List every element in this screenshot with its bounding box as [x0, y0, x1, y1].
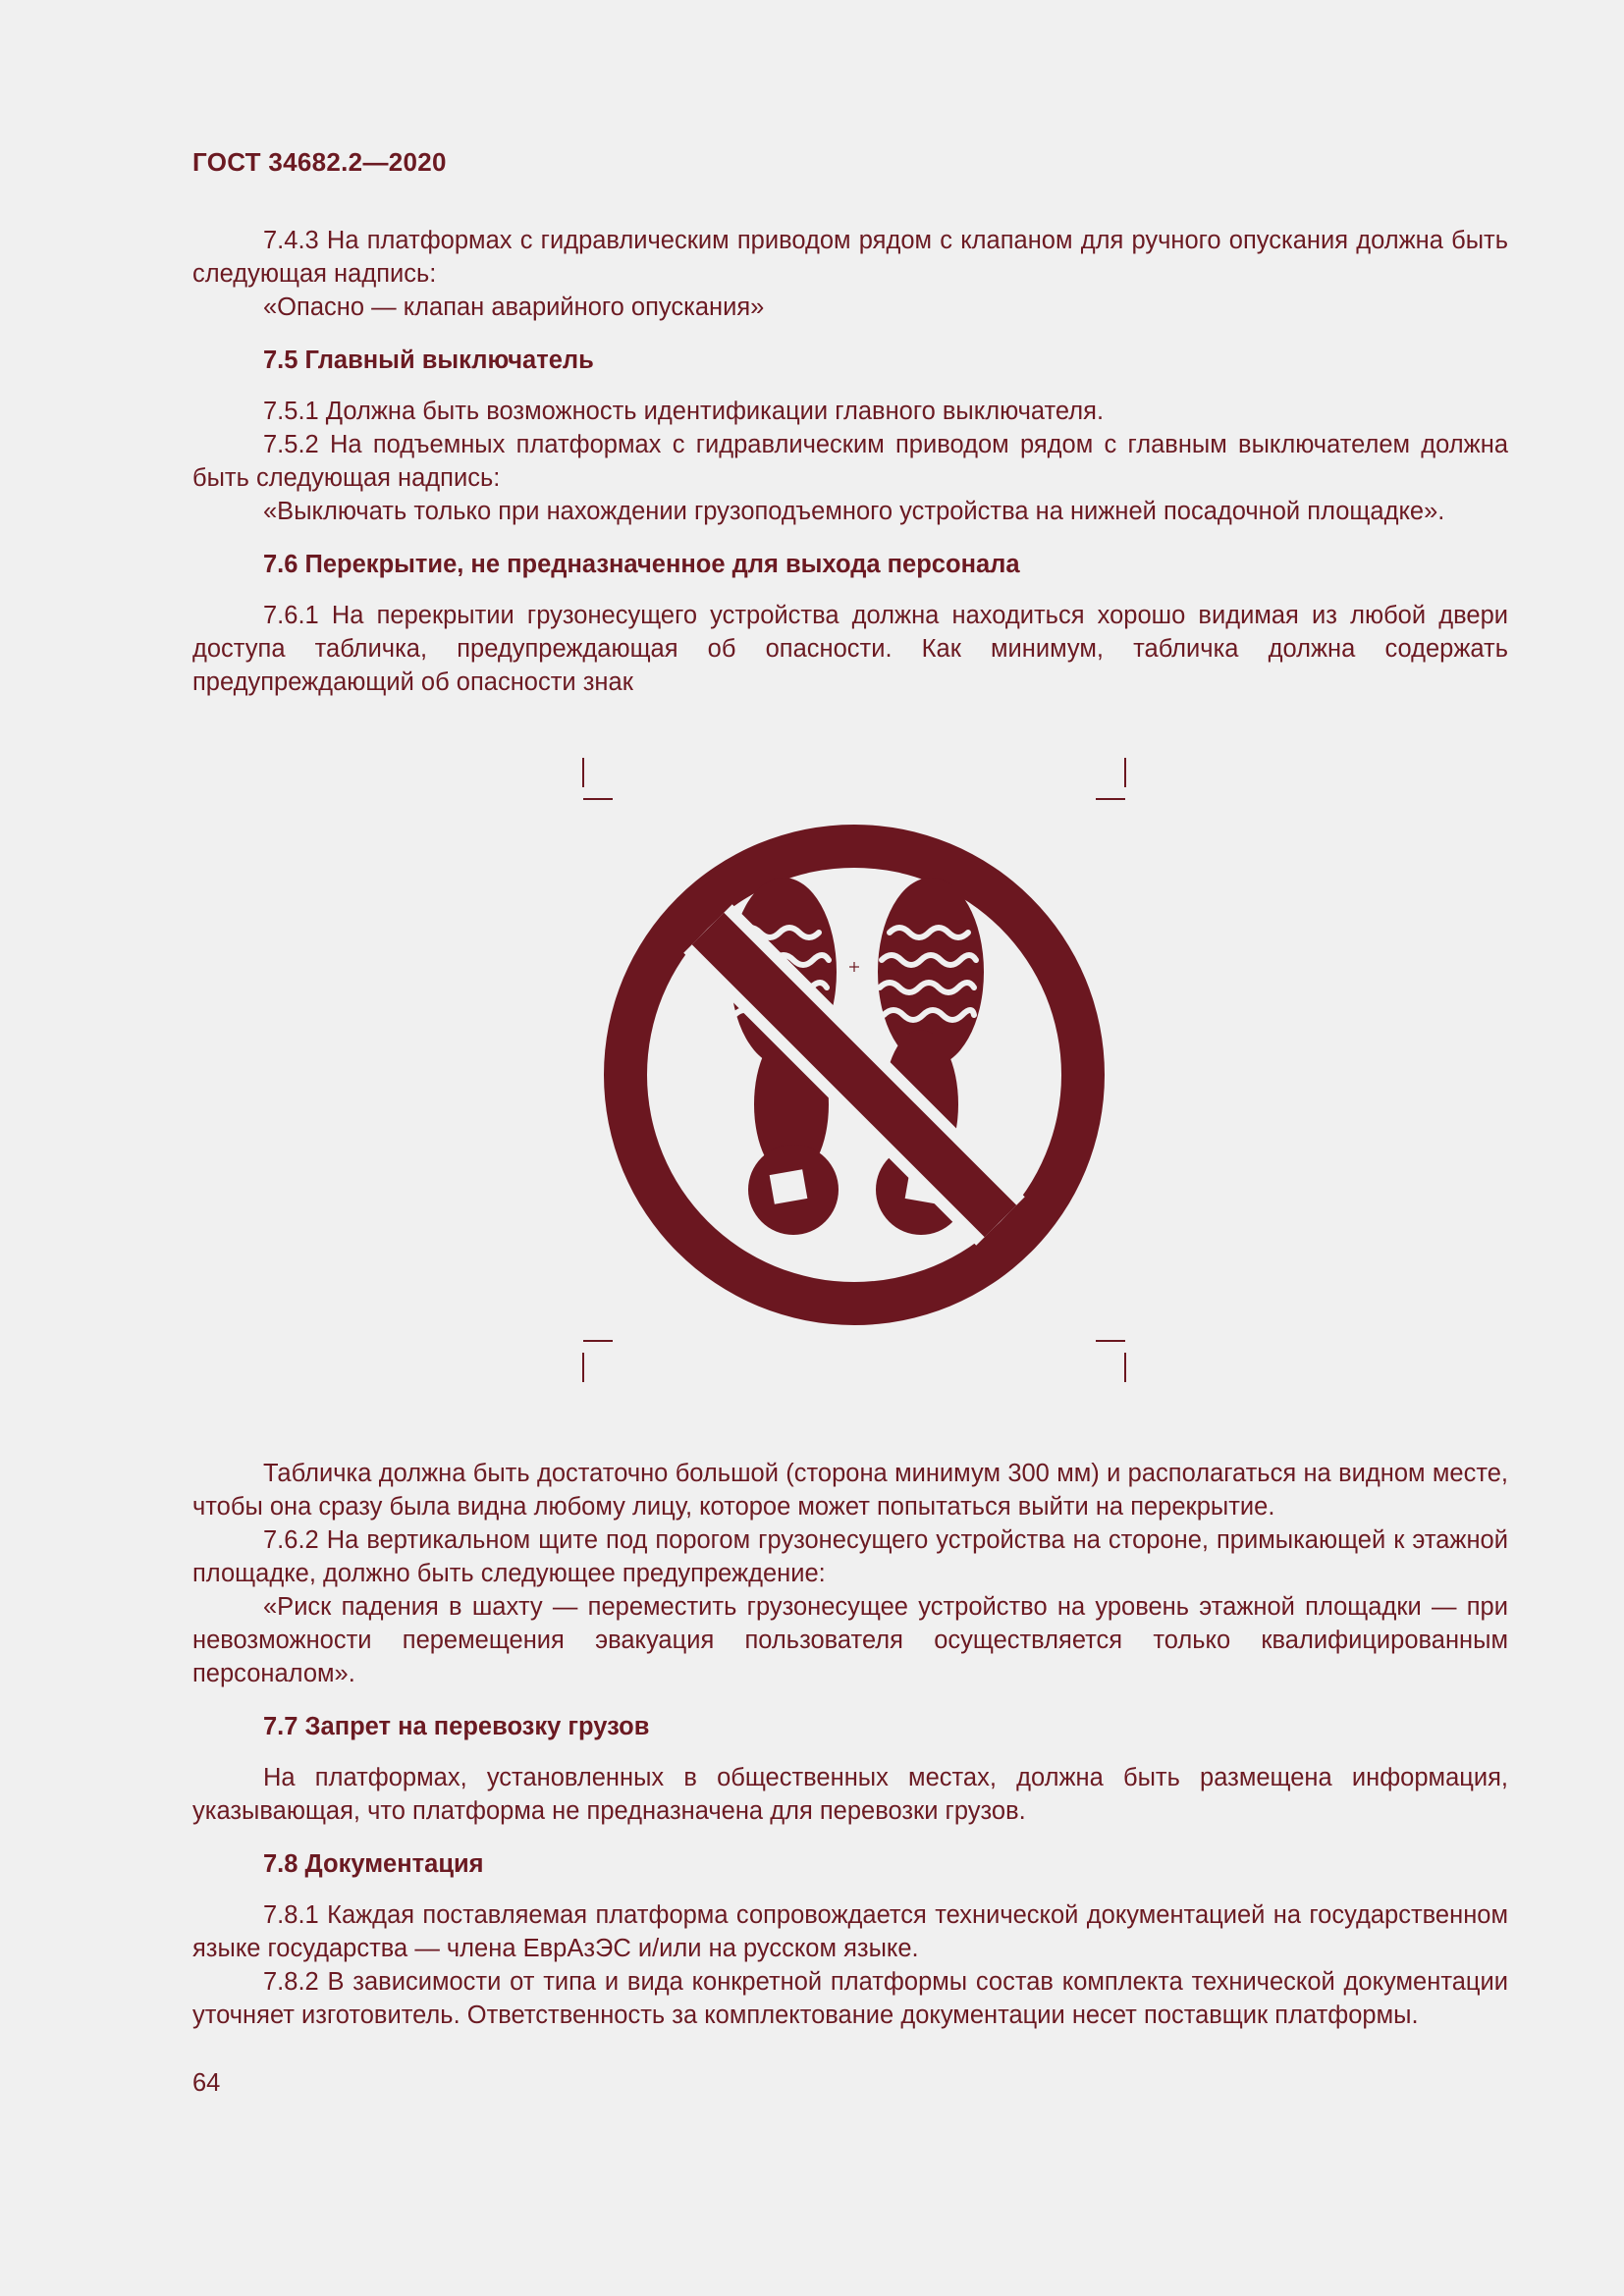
paragraph-7-8-1: 7.8.1 Каждая поставляемая платформа сопровождается технической документацией на государственном языке государства — члена ЕврАзЭС и/или на русском языке. [192, 1901, 1508, 1962]
paragraph-7-6-1: 7.6.1 На перекрытии грузонесущего устройства должна находиться хорошо видимая из любой двери доступа табличка, предупреждающая об опасности. Как минимум, табличка должна содержать предупреждающий об опасности знак [192, 602, 1508, 696]
text-block-lower [192, 1457, 1508, 2032]
page-number: 64 [192, 2069, 221, 2097]
heading-7-6: 7.6 Перекрытие, не предназначенное для выхода персонала [263, 551, 1020, 578]
paragraph-7-4-3: 7.4.3 На платформах с гидравлическим приводом рядом с клапаном для ручного опускания должна быть следующая надпись: [192, 227, 1508, 288]
warning-sign-figure [530, 746, 1178, 1394]
left-heel-mark [770, 1169, 808, 1203]
document-code: ГОСТ 34682.2—2020 [192, 147, 447, 177]
paragraph-7-5-2: 7.5.2 На подъемных платформах с гидравлическим приводом рядом с главным выключателем должна быть следующая надпись: [192, 431, 1508, 492]
no-stepping-footprints-sign-icon [530, 746, 1178, 1394]
paragraph-sign-size: Табличка должна быть достаточно большой (сторона минимум 300 мм) и располагаться на видном месте, чтобы она сразу была видна любому лицу, которое может попытаться выйти на перекрытие. [192, 1460, 1508, 1521]
paragraph-7-6-2: 7.6.2 На вертикальном щите под порогом грузонесущего устройства на стороне, примыкающей к этажной площадке, должно быть следующее предупреждение: [192, 1526, 1508, 1587]
inscription-shaft-fall-risk: «Риск падения в шахту — переместить грузонесущее устройство на уровень этажной площадки — при невозможности перемещения эвакуация пользователя осуществляется только квалифицированным персоналом». [192, 1593, 1508, 1687]
text-block-upper [192, 224, 1508, 699]
inscription-emergency-valve: «Опасно — клапан аварийного опускания» [263, 294, 765, 321]
paragraph-7-8-2: 7.8.2 В зависимости от типа и вида конкретной платформы состав комплекта технической документации уточняет изготовитель. Ответственность за комплектование документации несет поставщик платформы. [192, 1968, 1508, 2029]
paragraph-7-5-1: 7.5.1 Должна быть возможность идентификации главного выключателя. [263, 398, 1105, 425]
heading-7-7: 7.7 Запрет на перевозку грузов [263, 1713, 650, 1740]
heading-7-5: 7.5 Главный выключатель [263, 347, 594, 374]
heading-7-8: 7.8 Документация [263, 1850, 484, 1878]
paragraph-7-7: На платформах, установленных в общественных местах, должна быть размещена информация, указывающая, что платформа не предназначена для перевозки грузов. [192, 1764, 1508, 1825]
inscription-main-switch: «Выключать только при нахождении грузоподъемного устройства на нижней посадочной площадке». [263, 498, 1445, 525]
